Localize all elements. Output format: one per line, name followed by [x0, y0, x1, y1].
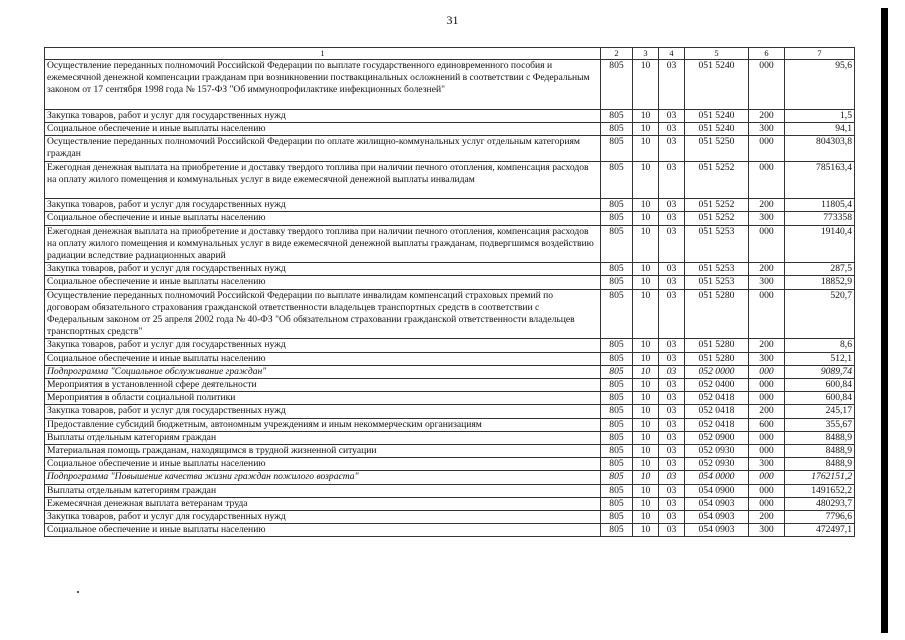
row-code-subsection: 03 [659, 199, 685, 212]
table-row [45, 289, 855, 339]
row-amount: 245,17 [785, 405, 855, 418]
row-code-subsection: 03 [659, 352, 685, 365]
row-code-target: 051 5250 [685, 136, 749, 161]
row-code-target: 052 0900 [685, 431, 749, 444]
row-code-ministry: 805 [601, 339, 633, 352]
column-header: 4 [659, 48, 685, 60]
table-row [45, 225, 855, 263]
row-code-expense-type: 000 [749, 365, 785, 378]
row-description: Мероприятия в области социальной политики [45, 392, 601, 405]
row-code-section: 10 [633, 511, 659, 524]
row-code-ministry: 805 [601, 511, 633, 524]
row-code-section: 10 [633, 471, 659, 484]
row-code-subsection: 03 [659, 161, 685, 199]
table-row [45, 458, 855, 471]
row-code-expense-type: 300 [749, 524, 785, 537]
row-description: Материальная помощь гражданам, находящимся в трудной жизненной ситуации [45, 445, 601, 458]
row-code-ministry: 805 [601, 161, 633, 199]
row-description: Социальное обеспечение и иные выплаты населению [45, 123, 601, 136]
row-code-expense-type: 600 [749, 418, 785, 431]
row-amount: 8488,9 [785, 458, 855, 471]
row-code-ministry: 805 [601, 199, 633, 212]
table-row [45, 445, 855, 458]
table-row [45, 365, 855, 378]
column-header: 2 [601, 48, 633, 60]
row-amount: 18852,9 [785, 276, 855, 289]
row-code-target: 051 5240 [685, 123, 749, 136]
row-code-subsection: 03 [659, 405, 685, 418]
row-description: Закупка товаров, работ и услуг для государственных нужд [45, 263, 601, 276]
row-code-expense-type: 200 [749, 511, 785, 524]
row-code-expense-type: 000 [749, 431, 785, 444]
table-row [45, 60, 855, 110]
table-row [45, 497, 855, 510]
row-code-section: 10 [633, 289, 659, 339]
row-description: Социальное обеспечение и иные выплаты населению [45, 352, 601, 365]
row-code-subsection: 03 [659, 276, 685, 289]
table-row [45, 352, 855, 365]
table-row [45, 123, 855, 136]
row-description: Осуществление переданных полномочий Российской Федерации по выплате инвалидам компенсаций страховых премий по договорам обязательного страхования гражданской ответственности владельцев транспортных средств в соответствии с Федеральным законом от 25 апреля 2002 года № 40-ФЗ "Об обязательном страховании гражданской ответственности владельцев транспортных средств" [45, 289, 601, 339]
row-code-section: 10 [633, 418, 659, 431]
column-header: 3 [633, 48, 659, 60]
row-code-subsection: 03 [659, 484, 685, 497]
row-code-expense-type: 300 [749, 123, 785, 136]
row-description: Закупка товаров, работ и услуг для государственных нужд [45, 109, 601, 122]
table-row [45, 524, 855, 537]
row-code-section: 10 [633, 497, 659, 510]
row-code-subsection: 03 [659, 379, 685, 392]
row-amount: 8488,9 [785, 445, 855, 458]
row-description: Подпрограмма "Повышение качества жизни граждан пожилого возраста" [45, 471, 601, 484]
row-code-expense-type: 000 [749, 60, 785, 110]
row-amount: 8,6 [785, 339, 855, 352]
row-amount: 804303,8 [785, 136, 855, 161]
row-code-ministry: 805 [601, 471, 633, 484]
row-code-ministry: 805 [601, 365, 633, 378]
row-description: Выплаты отдельным категориям граждан [45, 484, 601, 497]
row-code-expense-type: 300 [749, 458, 785, 471]
row-code-section: 10 [633, 379, 659, 392]
row-description: Осуществление переданных полномочий Российской Федерации по оплате жилищно-коммунальных услуг отдельным категориям граждан [45, 136, 601, 161]
table-row [45, 161, 855, 199]
row-code-subsection: 03 [659, 471, 685, 484]
row-description: Закупка товаров, работ и услуг для государственных нужд [45, 511, 601, 524]
row-code-target: 051 5280 [685, 289, 749, 339]
row-code-ministry: 805 [601, 263, 633, 276]
row-code-section: 10 [633, 199, 659, 212]
table-row [45, 263, 855, 276]
row-code-section: 10 [633, 263, 659, 276]
row-code-expense-type: 000 [749, 136, 785, 161]
row-code-subsection: 03 [659, 109, 685, 122]
row-code-section: 10 [633, 109, 659, 122]
row-code-ministry: 805 [601, 445, 633, 458]
row-code-subsection: 03 [659, 431, 685, 444]
row-code-section: 10 [633, 225, 659, 263]
row-amount: 480293,7 [785, 497, 855, 510]
row-amount: 94,1 [785, 123, 855, 136]
row-code-section: 10 [633, 60, 659, 110]
row-description: Закупка товаров, работ и услуг для государственных нужд [45, 339, 601, 352]
row-description: Ежемесячная денежная выплата ветеранам труда [45, 497, 601, 510]
row-code-target: 052 0000 [685, 365, 749, 378]
row-code-section: 10 [633, 484, 659, 497]
row-code-subsection: 03 [659, 392, 685, 405]
table-row [45, 379, 855, 392]
row-amount: 355,67 [785, 418, 855, 431]
row-code-expense-type: 000 [749, 225, 785, 263]
row-code-target: 054 0900 [685, 484, 749, 497]
row-description: Выплаты отдельным категориям граждан [45, 431, 601, 444]
table-row [45, 471, 855, 484]
scan-speck [77, 591, 79, 593]
row-code-expense-type: 000 [749, 497, 785, 510]
row-code-expense-type: 200 [749, 339, 785, 352]
row-description: Социальное обеспечение и иные выплаты населению [45, 212, 601, 225]
row-code-section: 10 [633, 276, 659, 289]
row-code-target: 052 0400 [685, 379, 749, 392]
column-header: 7 [785, 48, 855, 60]
row-code-section: 10 [633, 123, 659, 136]
row-amount: 600,84 [785, 392, 855, 405]
row-code-target: 054 0903 [685, 497, 749, 510]
row-code-ministry: 805 [601, 497, 633, 510]
row-code-ministry: 805 [601, 431, 633, 444]
row-code-target: 054 0903 [685, 524, 749, 537]
row-code-section: 10 [633, 431, 659, 444]
row-code-expense-type: 000 [749, 471, 785, 484]
row-code-subsection: 03 [659, 123, 685, 136]
row-code-target: 051 5253 [685, 263, 749, 276]
row-description: Социальное обеспечение и иные выплаты населению [45, 458, 601, 471]
row-code-subsection: 03 [659, 524, 685, 537]
table-row [45, 431, 855, 444]
row-description: Ежегодная денежная выплата на приобретение и доставку твердого топлива при наличии печного отопления, компенсация расходов на оплату жилого помещения и коммунальных услуг в виде ежемесячной денежной выплаты гражданам, подвергшимся воздействию радиации вследствие радиационных аварий [45, 225, 601, 263]
row-amount: 7796,6 [785, 511, 855, 524]
row-code-subsection: 03 [659, 225, 685, 263]
row-code-target: 051 5280 [685, 339, 749, 352]
row-code-ministry: 805 [601, 418, 633, 431]
row-amount: 512,1 [785, 352, 855, 365]
table-row [45, 511, 855, 524]
table-row [45, 484, 855, 497]
table-row [45, 405, 855, 418]
row-code-expense-type: 000 [749, 445, 785, 458]
row-code-target: 051 5240 [685, 109, 749, 122]
row-code-subsection: 03 [659, 365, 685, 378]
table-header-row [45, 48, 855, 60]
row-code-subsection: 03 [659, 458, 685, 471]
row-code-target: 051 5253 [685, 276, 749, 289]
row-code-expense-type: 000 [749, 484, 785, 497]
row-code-subsection: 03 [659, 263, 685, 276]
row-code-subsection: 03 [659, 339, 685, 352]
row-amount: 600,84 [785, 379, 855, 392]
row-code-section: 10 [633, 161, 659, 199]
row-amount: 8488,9 [785, 431, 855, 444]
row-code-section: 10 [633, 339, 659, 352]
column-header: 6 [749, 48, 785, 60]
row-code-ministry: 805 [601, 484, 633, 497]
row-code-target: 051 5252 [685, 199, 749, 212]
row-amount: 520,7 [785, 289, 855, 339]
table-row [45, 276, 855, 289]
row-code-expense-type: 200 [749, 405, 785, 418]
row-code-expense-type: 300 [749, 212, 785, 225]
row-description: Закупка товаров, работ и услуг для государственных нужд [45, 405, 601, 418]
scan-edge-bar [881, 8, 888, 633]
row-amount: 1491652,2 [785, 484, 855, 497]
page-number: 31 [446, 13, 459, 27]
row-code-subsection: 03 [659, 445, 685, 458]
row-code-target: 052 0418 [685, 405, 749, 418]
row-code-subsection: 03 [659, 212, 685, 225]
row-code-target: 051 5252 [685, 161, 749, 199]
column-header: 5 [685, 48, 749, 60]
row-code-ministry: 805 [601, 276, 633, 289]
row-code-target: 051 5253 [685, 225, 749, 263]
row-code-section: 10 [633, 458, 659, 471]
row-code-ministry: 805 [601, 109, 633, 122]
table-row [45, 199, 855, 212]
row-description: Ежегодная денежная выплата на приобретение и доставку твердого топлива при наличии печного отопления, компенсация расходов на оплату жилого помещения и коммунальных услуг в виде ежемесячной денежной выплаты инвалидам [45, 161, 601, 199]
budget-table [44, 47, 855, 537]
row-code-ministry: 805 [601, 289, 633, 339]
row-code-target: 052 0930 [685, 445, 749, 458]
row-code-expense-type: 300 [749, 352, 785, 365]
row-code-ministry: 805 [601, 60, 633, 110]
row-description: Осуществление переданных полномочий Российской Федерации по выплате государственного единовременного пособия и ежемесячной денежной компенсации гражданам при возникновении поствакцинальных осложнений в соответствии с Федеральным законом от 17 сентября 1998 года № 157-ФЗ "Об иммунопрофилактике инфекционных болезней" [45, 60, 601, 110]
row-amount: 1762151,2 [785, 471, 855, 484]
row-code-section: 10 [633, 212, 659, 225]
row-code-ministry: 805 [601, 225, 633, 263]
row-code-ministry: 805 [601, 379, 633, 392]
row-code-ministry: 805 [601, 123, 633, 136]
row-amount: 472497,1 [785, 524, 855, 537]
table-body [45, 60, 855, 537]
row-description: Подпрограмма "Социальное обслуживание граждан" [45, 365, 601, 378]
row-code-ministry: 805 [601, 392, 633, 405]
row-code-expense-type: 200 [749, 199, 785, 212]
row-code-ministry: 805 [601, 458, 633, 471]
row-code-ministry: 805 [601, 405, 633, 418]
row-code-section: 10 [633, 392, 659, 405]
row-amount: 1,5 [785, 109, 855, 122]
row-code-target: 054 0000 [685, 471, 749, 484]
row-amount: 287,5 [785, 263, 855, 276]
row-code-section: 10 [633, 405, 659, 418]
row-description: Закупка товаров, работ и услуг для государственных нужд [45, 199, 601, 212]
row-description: Предоставление субсидий бюджетным, автономным учреждениям и иным некоммерческим организациям [45, 418, 601, 431]
table-row [45, 109, 855, 122]
row-code-section: 10 [633, 365, 659, 378]
table-row [45, 136, 855, 161]
table-row [45, 212, 855, 225]
row-code-subsection: 03 [659, 60, 685, 110]
row-code-ministry: 805 [601, 136, 633, 161]
row-code-target: 052 0930 [685, 458, 749, 471]
row-amount: 785163,4 [785, 161, 855, 199]
row-amount: 11805,4 [785, 199, 855, 212]
row-amount: 95,6 [785, 60, 855, 110]
row-code-target: 054 0903 [685, 511, 749, 524]
row-code-expense-type: 200 [749, 263, 785, 276]
row-code-subsection: 03 [659, 289, 685, 339]
row-code-target: 051 5252 [685, 212, 749, 225]
row-code-expense-type: 000 [749, 289, 785, 339]
row-amount: 9089,74 [785, 365, 855, 378]
row-code-subsection: 03 [659, 418, 685, 431]
row-code-target: 051 5280 [685, 352, 749, 365]
row-description: Социальное обеспечение и иные выплаты населению [45, 524, 601, 537]
row-code-section: 10 [633, 136, 659, 161]
row-amount: 19140,4 [785, 225, 855, 263]
row-code-expense-type: 000 [749, 392, 785, 405]
row-code-subsection: 03 [659, 497, 685, 510]
row-code-expense-type: 200 [749, 109, 785, 122]
row-code-ministry: 805 [601, 524, 633, 537]
row-code-section: 10 [633, 524, 659, 537]
row-code-subsection: 03 [659, 136, 685, 161]
row-code-subsection: 03 [659, 511, 685, 524]
table-row [45, 418, 855, 431]
table-row [45, 339, 855, 352]
row-code-section: 10 [633, 445, 659, 458]
row-code-target: 052 0418 [685, 392, 749, 405]
row-code-expense-type: 000 [749, 161, 785, 199]
row-amount: 773358 [785, 212, 855, 225]
table-row [45, 392, 855, 405]
row-code-ministry: 805 [601, 352, 633, 365]
row-code-target: 052 0418 [685, 418, 749, 431]
row-code-target: 051 5240 [685, 60, 749, 110]
row-code-ministry: 805 [601, 212, 633, 225]
row-description: Мероприятия в установленной сфере деятельности [45, 379, 601, 392]
row-code-expense-type: 300 [749, 276, 785, 289]
row-code-expense-type: 000 [749, 379, 785, 392]
column-header: 1 [45, 48, 601, 60]
row-code-section: 10 [633, 352, 659, 365]
row-description: Социальное обеспечение и иные выплаты населению [45, 276, 601, 289]
